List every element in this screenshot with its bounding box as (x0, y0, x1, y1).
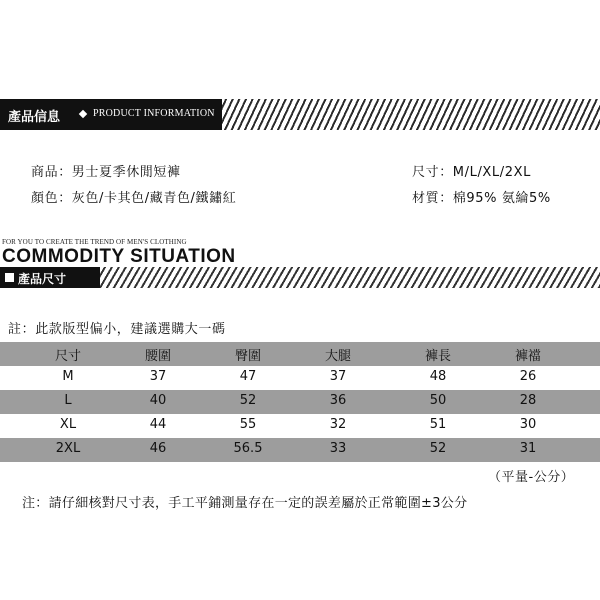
table-cell: 30 (519, 417, 537, 432)
table-cell: 52 (239, 393, 257, 408)
table-cell: 37 (329, 369, 347, 384)
table-cell: 50 (429, 393, 447, 408)
size-section-header (0, 267, 600, 288)
table-cell: 51 (429, 417, 447, 432)
table-cell: 37 (149, 369, 167, 384)
header-cell-thigh: 大腿 (324, 349, 351, 364)
header-cell-length: 褲長 (424, 349, 451, 364)
table-cell: 46 (149, 441, 167, 456)
header-title-en: PRODUCT INFORMATION (93, 108, 215, 119)
product-sizes: 尺寸：M/L/XL/2XL (412, 165, 531, 180)
table-cell: L (64, 393, 72, 408)
table-cell: XL (59, 417, 77, 432)
header-title-cn: 產品信息 (8, 110, 61, 125)
table-cell: 28 (519, 393, 537, 408)
table-row (0, 414, 600, 438)
table-cell: 33 (329, 441, 347, 456)
table-cell: 36 (329, 393, 347, 408)
header-cell-size: 尺寸 (54, 349, 81, 364)
unit-note: （平量-公分） (488, 470, 575, 485)
product-name: 商品：男士夏季休閒短褲 (31, 165, 181, 180)
fit-note: 註：此款版型偏小，建議選購大一碼 (8, 322, 226, 337)
header-cell-hip: 臀圍 (234, 349, 261, 364)
product-colors: 顏色：灰色/卡其色/藏青色/鐵鏽紅 (31, 191, 237, 206)
measurement-note: 注：請仔細核對尺寸表，手工平鋪測量存在一定的誤差屬於正常範圍±3公分 (22, 496, 468, 511)
table-cell: 31 (519, 441, 537, 456)
table-row (0, 438, 600, 462)
table-header-row (0, 342, 600, 366)
table-cell: 32 (329, 417, 347, 432)
product-material: 材質：棉95% 氨綸5% (412, 191, 551, 206)
table-cell: 44 (149, 417, 167, 432)
table-cell: 47 (239, 369, 257, 384)
table-cell: 26 (519, 369, 537, 384)
section-label: 產品尺寸 (18, 272, 67, 286)
product-info-header (0, 99, 600, 130)
table-cell: 56.5 (233, 441, 263, 456)
table-cell: M (62, 369, 74, 384)
table-cell: 40 (149, 393, 167, 408)
table-cell: 48 (429, 369, 447, 384)
header-cell-waist: 腰圍 (144, 349, 171, 364)
tagline: FOR YOU TO CREATE THE TREND OF MEN'S CLOTHING (2, 238, 187, 246)
table-row (0, 366, 600, 390)
table-cell: 55 (239, 417, 257, 432)
commodity-title: COMMODITY SITUATION (2, 246, 236, 267)
table-cell: 2XL (55, 441, 81, 456)
header-cell-rise: 褲襠 (514, 349, 541, 364)
square-bullet-icon (5, 273, 14, 282)
table-row (0, 390, 600, 414)
size-table (0, 342, 600, 462)
table-cell: 52 (429, 441, 447, 456)
